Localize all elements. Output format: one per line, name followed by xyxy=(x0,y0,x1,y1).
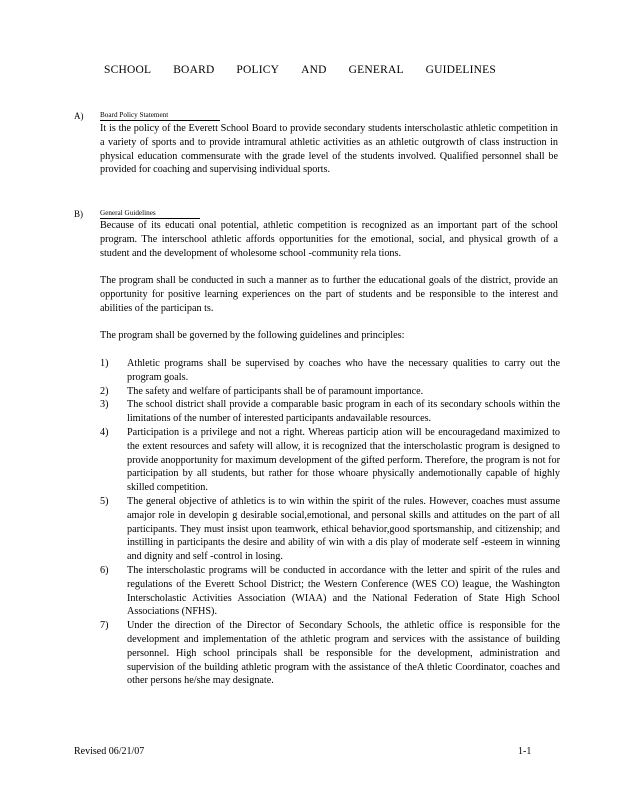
section-b-paragraph-3: The program shall be governed by the following guidelines and principles: xyxy=(100,330,405,341)
list-item xyxy=(100,564,560,619)
list-item xyxy=(100,398,560,426)
list-item-number: 3) xyxy=(100,399,109,411)
page-title xyxy=(104,64,496,76)
list-item-number: 2) xyxy=(100,385,109,397)
section-b-heading: General Guidelines xyxy=(100,209,200,219)
section-a-letter: A) xyxy=(74,111,84,121)
section-a-text: It is the policy of the Everett School Board to provide secondary students interscholastic athletic competition in a variety of sports and to provide intramural athletic activities as an athletic outgrowth of class instruction in physical education commensurate with the grade level of the students involved. Qualified personnel shall be provided for coaching and supervising individual sports. xyxy=(100,123,558,176)
list-item-text: Participation is a privilege and not a right. Whereas particip ation will be encouragedand maximized to the extent resources and safety will allow, it is recognized that the interscholastic program is designed to provide anopportunity for maximum development of the gifted perform. Therefore, the program is not for participation by all students, but rather for those whoare physically andemotionally capable of highly skilled competition. xyxy=(127,426,560,494)
footer-revised-date: Revised 06/21/07 xyxy=(74,746,145,757)
title-word: GENERAL xyxy=(348,64,404,76)
list-item-number: 1) xyxy=(100,358,109,369)
list-item-text: The general objective of athletics is to win within the spirit of the rules. However, coaches must assume amajor role in developin g desirable social,emotional, and personal skills and attitudes on the part of all participants. They must insist upon teamwork, ethical behavior,good sportsmanship, and citizenship; and instilling in participants the desire and ability of win with a dis play of moderate self -esteem in winning and dignity and self -control in losing. xyxy=(127,495,560,563)
list-item-text: Athletic programs shall be supervised by coaches who have the necessary qualities to carry out the program goals. xyxy=(127,358,560,383)
list-item-text: Under the direction of the Director of Secondary Schools, the athletic office is responsible for the development and implementation of the athletic program and services with the assistance of building personnel. High school principals shall be responsible for the development, administration and supervision of the building athletic program with the assistance of theA thletic Coordinator, coaches and other persons he/she may designate. xyxy=(127,620,560,687)
title-word: AND xyxy=(301,64,327,76)
list-item-number: 7) xyxy=(100,620,109,632)
title-word: SCHOOL xyxy=(104,64,152,76)
section-a-heading: Board Policy Statement xyxy=(100,111,220,121)
list-item xyxy=(100,619,560,688)
list-item-text: The school district shall provide a comparable basic program in each of its secondary schools within the limitations of the number of interested participants andavailable resources. xyxy=(127,399,560,425)
title-word: GUIDELINES xyxy=(425,64,496,76)
section-b-paragraph-2: The program shall be conducted in such a manner as to further the educational goals of the district, provide an opportunity for positive learning experiences on the part of students and be responsible to the interest and abilities of the participan ts. xyxy=(100,275,558,314)
list-item xyxy=(100,495,560,564)
list-item-text: The safety and welfare of participants shall be of paramount importance. xyxy=(127,385,424,397)
list-item-number: 6) xyxy=(100,564,109,576)
list-item-number: 4) xyxy=(100,426,109,438)
list-item-number: 5) xyxy=(100,495,109,507)
title-word: BOARD xyxy=(173,64,215,76)
title-word: POLICY xyxy=(236,64,280,76)
list-item xyxy=(100,385,560,399)
section-b-paragraph-1: Because of its educati onal potential, athletic competition is recognized as an important part of the school program. The interschool athletic affords opportunities for the emotional, social, and physical growth of a student and the development of wholesome school -community rela tions. xyxy=(100,220,558,259)
footer-page-number: 1-1 xyxy=(518,746,532,757)
list-item xyxy=(100,357,560,385)
guidelines-list xyxy=(100,357,560,688)
list-item xyxy=(100,426,560,495)
section-b-letter: B) xyxy=(74,209,83,219)
list-item-text: The interscholastic programs will be conducted in accordance with the letter and spirit of the rules and regulations of the Everett School District; the Western Conference (WES CO) league, the Washington Interscholastic Activities Association (WIAA) and the National Federation of State High School Associations (NFHS). xyxy=(127,564,560,618)
